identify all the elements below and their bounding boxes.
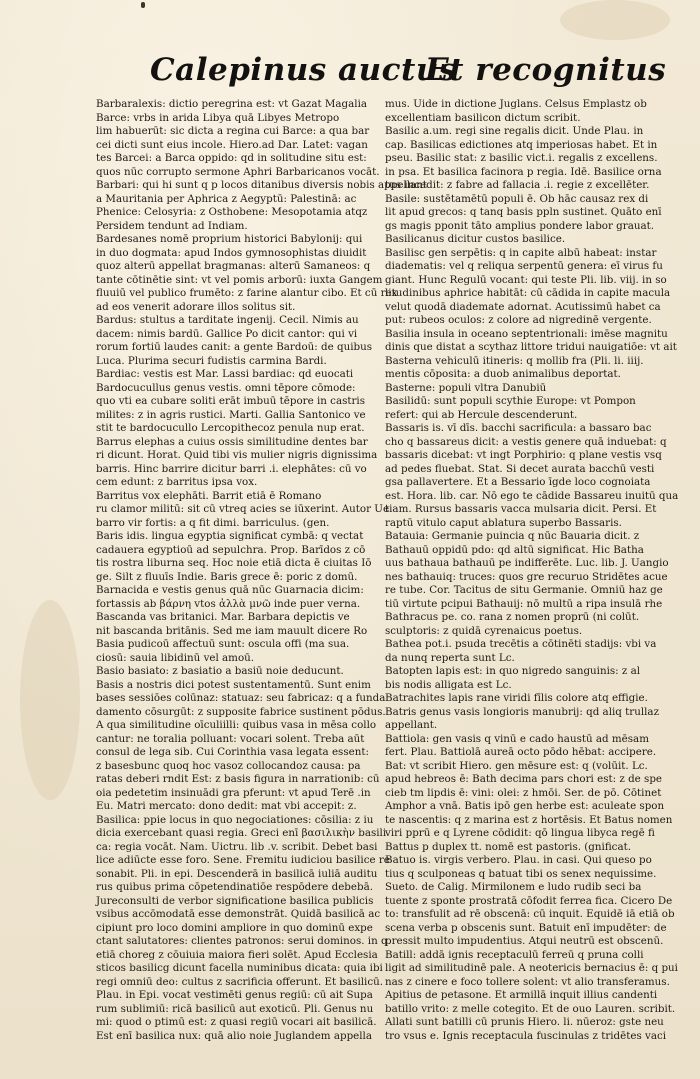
text-line: velut quodā diademate adornat. Acutissimū habet ca — [385, 300, 661, 313]
text-line: ad eos venerit adorare illos solitus sit. — [96, 300, 296, 313]
text-line: cipiunt pro loco domini ampliore in quo dominū expe — [96, 921, 373, 934]
text-line: tes Barcei: a Barca oppido: qd in solitudine situ est: — [96, 152, 367, 164]
text-line: ca: regia vocāt. Nam. Uictru. lib .v. scribit. Debet basi — [96, 840, 378, 853]
text-line: Battiola: gen vasis q vinū e cado haustū ad mēsam — [385, 732, 649, 745]
text-line: Eu. Matri mercato: dono dedit: mat vbi accepit: z. — [96, 800, 357, 812]
text-line: re tube. Cor. Tacitus de situ Germanie. Omniū haz ge — [385, 584, 663, 596]
text-line: Sueto. de Calig. Mirmilonem e ludo rudib seci ba — [385, 881, 642, 893]
text-line: in duo dogmata: apud Indos gymnosophistas diuidit — [96, 246, 367, 259]
text-line: stit te bardocucullo Lercopithecoz penula nup erat. — [96, 422, 365, 434]
text-line: cem edunt: z barritus ipsa vox. — [96, 476, 258, 488]
text-line: tuente z sponte prostratā cōfodit ferrea fica. Cicero De — [385, 894, 673, 907]
text-line: da nunq reperta sunt Lc. — [385, 651, 515, 664]
text-line: apud hebreos ē: Bath decima pars chori est: z de spe — [385, 773, 663, 785]
text-line: Basilidū: sunt populi scythie Europe: vt Pompon — [385, 395, 636, 407]
text-line: Barritus vox elephāti. Barrit etiā ē Romano — [96, 489, 322, 502]
text-line: rum sublimiū: ricā basilicū aut exoticū. Pli. Genus nu — [96, 1002, 374, 1015]
text-line: tius q sculponeas q batuat tibi os senex nequissime. — [385, 867, 657, 880]
text-line: tus incedit: z fabre ad fallacia .i. regie z excellēter. — [385, 179, 650, 191]
text-line: dicia exercebant quasi regia. Greci enī βασιλικὴν basili — [96, 827, 387, 839]
text-line: rorum fortiū laudes canit: a gente Bardoū: de quibus — [96, 341, 373, 353]
text-line: Basilica: ppie locus in quo negociationes: cōsilia: z iu — [96, 813, 374, 826]
text-line: te nascentis: q z marina est z hortēsis. Et Batus nomen — [385, 813, 673, 826]
paper-stain — [20, 600, 80, 800]
text-line: consul de lega sib. Cui Corinthia vasa legata essent: — [96, 746, 369, 758]
text-line: dacem: nimis bardū. Gallice Po dicit cantor: qui vi — [96, 327, 358, 340]
text-line: Bathracus pe. co. rana z nomen proprū (ni colūt. — [385, 611, 640, 623]
text-line: lim habuerūt: sic dicta a regina cui Barce: a qua bar — [96, 125, 370, 137]
text-line: fortassis ab βάρνη vtos ἀλλὰ μνῶ inde puer verna. — [96, 597, 361, 610]
text-line: tiam. Rursus bassaris vacca mulsaria dicit. Persi. Et — [385, 503, 657, 515]
text-line: Jureconsulti de verbor significatione basilica publicis — [96, 894, 374, 907]
text-line: refert: qui ab Hercule descenderunt. — [385, 408, 578, 421]
text-line: lit apud grecos: q tanq basis ppln sustinet. Quāto enī — [385, 206, 662, 218]
text-line: ligit ad similitudinē pale. A neotericis bernacius ē: q pui — [385, 962, 678, 974]
text-line: Baris idis. lingua egyptia significat cymbā: q vectat — [96, 530, 364, 542]
text-line: Basilisc gen serpētis: q in capite albū habeat: instar — [385, 246, 657, 259]
text-line: raptū vitulo caput ablatura superbo Bassaris. — [385, 516, 622, 529]
text-line: Basilia insula in oceano septentrionali: imēse magnitu — [385, 327, 668, 340]
text-line: nes bathauiq: truces: quos gre recuruo Stridētes acue — [385, 570, 668, 583]
text-line: tro vsus e. Ignis receptacula fuscinulas z tridētes vaci — [385, 1029, 667, 1042]
text-line: tis rostra liburna seq. Hoc noie etiā dicta ē ciuitas Iō — [96, 557, 372, 569]
text-line: cieb tm lipdis ē: vini: olei: z hmōi. Ser. de pō. Cōtinet — [385, 786, 662, 799]
text-line: Barce: vrbs in arida Libya quā Libyes Metropo — [96, 111, 340, 124]
text-line: cap. Basilicas edictiones atq imperiosas habet. Et in — [385, 138, 658, 151]
text-line: quos nūc corrupto sermone Aphri Barbaricanos vocāt. — [96, 165, 380, 178]
text-line: Basterna vehiculū itineris: q mollib fra (Pli. li. iiij. — [385, 354, 644, 367]
text-line: cei dicti sunt eius incole. Hiero.ad Dar. Latet: vagan — [96, 138, 368, 151]
text-line: Batuo is. virgis verbero. Plau. in casi. Qui queso po — [385, 854, 652, 866]
text-line: damento cōsurgūt: z supposite fabrice sustinent pōdus. — [96, 705, 386, 718]
text-line: Batill: addā ignis receptaculū ferreū q pruna colli — [385, 948, 644, 961]
left-text-column — [96, 98, 427, 1043]
text-line: Bathauū oppidū pdo: qd altū significat. Hic Batha — [385, 543, 644, 556]
text-line: Barbaralexis: dictio peregrina est: vt Gazat Magalia — [96, 98, 368, 110]
text-line: oia pedetetim insinuādi gra pferunt: vt apud Terē .in — [96, 786, 371, 799]
text-line: Barnacida e vestis genus quā nūc Guarnacia dicim: — [96, 584, 364, 596]
text-line: to: transfulit ad rē obscenā: cū inquit. Equidē iā etiā ob — [385, 908, 675, 920]
text-line: sculptoris: z quidā cyrenaicus poetus. — [385, 624, 583, 637]
text-line: uus bathaua bathauū pe indifferēte. Luc. lib. J. Uangio — [385, 557, 669, 569]
text-line: Basis a nostris dici potest sustentamentū. Sunt enim — [96, 678, 371, 691]
text-line: sticos basilicg dicunt facella numinibus dicata: quia ibi — [96, 962, 383, 974]
text-line: tiū virtute pcipui Bathauij: nō multū a ripa insulā rhe — [385, 597, 663, 610]
text-line: nit bascanda britānis. Sed me iam mauult dicere Ro — [96, 624, 368, 637]
text-line: Batris genus vasis longioris manubrij: qd aliq trullaz — [385, 705, 659, 718]
text-line: Bardesanes nomē proprium historici Babylonij: qui — [96, 233, 363, 245]
text-line: regi omniū deo: cultus z sacrificia offerunt. Et basilicū. — [96, 975, 384, 988]
text-line: Battus p duplex tt. nomē est pastoris. (gnificat. — [385, 840, 632, 853]
text-line: mi: quod o ptimū est: z quasi regiū vocari ait basilicā. — [96, 1016, 377, 1028]
running-header — [110, 52, 667, 102]
text-line: Basio basiato: z basiatio a basiū noie deducunt. — [96, 665, 344, 677]
text-line: mus. Uide in dictione Juglans. Celsus Emplastz ob — [385, 98, 647, 110]
text-line: pseu. Basilic stat: z basilic vict.i. regalis z excellens. — [385, 152, 658, 164]
header-left-title: Calepinus auctus — [150, 52, 457, 88]
text-line: Allati sunt batilli cū prunis Hiero. li. nūeroz: gste neu — [385, 1016, 664, 1028]
text-line: a Mauritania per Aphrica z Aegyptū: Palestinā: ac — [96, 192, 357, 205]
text-line: excellentiam basilicon dictum scribit. — [385, 111, 581, 124]
text-line: cho q bassareus dicit: a vestis genere quā induebat: q — [385, 435, 667, 448]
text-line: gs magis pponit tāto amplius pondere labor grauat. — [385, 219, 655, 232]
text-line: z basesbunc quoq hoc vasoz collocandoz causa: pa — [96, 759, 361, 772]
text-line: bases sessiōes colūnaz: statuaz: seu fabricaz: q a funda — [96, 692, 386, 704]
text-line: quoz alterū appellat bragmanas: alterū Samaneos: q — [96, 260, 371, 272]
text-line: ri dicunt. Horat. Quid tibi vis mulier nigris dignissima — [96, 449, 378, 461]
text-line: ratas deberi rndit Est: z basis figura in narrationib: cū — [96, 773, 380, 785]
text-line: gsa pallavertere. Et a Bessario īgde loco cognoiata — [385, 476, 651, 488]
text-line: Batopten lapis est: in quo nigredo sanguinis: z al — [385, 665, 641, 677]
text-line: ru clamor militū: sit cū vtreq acies se iūxerint. Autor Ue — [96, 503, 390, 515]
text-line: bis nodis alligata est Lc. — [385, 678, 512, 691]
text-line: barris. Hinc barrire dicitur barri .i. elephātes: cū vo — [96, 462, 367, 475]
text-line: Plau. in Epi. vocat vestimēti genus regiū: cū ait Supa — [96, 989, 373, 1001]
text-line: ciosū: sauia libidinū vel amoū. — [96, 651, 255, 664]
ink-mark — [141, 2, 145, 8]
text-line: ad pedes fluebat. Stat. Si decet aurata bacchū vesti — [385, 462, 655, 475]
text-line: scena verba p obscenis sunt. Batuit enī impudēter: de — [385, 921, 667, 934]
header-right-title: Et recognitus — [425, 52, 667, 88]
text-line: lice adiūcte esse foro. Sene. Fremitu iudiciou basilice re — [96, 854, 390, 866]
text-line: Amphor a vnā. Batis ipō gen herbe est: aculeate spon — [385, 800, 665, 812]
text-line: in psa. Et basilica facinora p regia. Idē. Basilice orna — [385, 165, 662, 178]
text-line: viri pprū e q Lyrene cōdidit: qō lingua libyca regē fi — [385, 827, 655, 839]
text-line: Bardiac: vestis est Mar. Lassi bardiac: qd euocati — [96, 368, 354, 380]
text-line: Basia pudicoū affectuū sunt: oscula offi (ma sua. — [96, 638, 350, 650]
text-line: Basilic a.um. regi sine regalis dicit. Unde Plau. in — [385, 125, 644, 137]
text-line: Barbari: qui hi sunt q p locos ditanibus diversis nobis appellant — [96, 179, 427, 191]
text-line: bassaris dicebat: vt ingt Porphirio: q plane vestis vsq — [385, 449, 662, 461]
text-line: cantur: ne toralia polluant: vocari solent. Treba aūt — [96, 732, 365, 745]
text-line: ge. Silt z fluuīs Indie. Baris grece ē: poric z domū. — [96, 570, 358, 583]
text-line: Batrachites lapis rane viridi fīlis colore atq effigie. — [385, 692, 648, 704]
text-line: appellant. — [385, 719, 438, 731]
text-line: tante cōtinētie sint: vt vel pomis arborū: iuxta Gangem — [96, 273, 383, 286]
text-line: Bascanda vas britanici. Mar. Barbara depictis ve — [96, 611, 350, 623]
text-line: milites: z in agris rustici. Marti. Gallia Santonico ve — [96, 408, 366, 421]
text-line: Apitius de petasone. Et armillā inquit illius candenti — [385, 989, 658, 1001]
text-line: quo vti ea cubare soliti erāt imbuū tēpore in castris — [96, 395, 366, 407]
text-line: litudinibus aphrice habitāt: cū cādida in capite macula — [385, 287, 671, 299]
text-line: batillo vrito: z melle cotegito. Et de ouo Lauren. scribit. — [385, 1002, 676, 1015]
text-line: Bardus: stultus a tarditate ingenij. Cecil. Nimis au — [96, 314, 359, 326]
text-line: ctant salutatores: clientes patronos: serui dominos. in q — [96, 935, 388, 947]
text-line: Bardocucullus genus vestis. omni tēpore cōmode: — [96, 381, 356, 394]
text-line: Bassaris is. vī dīs. bacchi sacrificula: a bassaro bac — [385, 422, 652, 434]
text-line: etiā choreg z cōuiuia maiora fieri solēt. Apud Ecclesia — [96, 948, 378, 961]
text-line: est. Hora. lib. car. Nō ego te cādide Bassareu inuitū qua — [385, 489, 679, 502]
text-line: rus quibus prima cōpetendinatiōe respōdere debebā. — [96, 881, 373, 893]
text-line: Bat: vt scribit Hiero. gen mēsure est: q (volūit. Lc. — [385, 759, 648, 772]
text-line: vsibus accōmodatā esse demonstrāt. Quidā basilicā ac — [96, 908, 381, 920]
text-line: fluuiū vel publico frumēto: z farine alantur cibo. Et cū rex — [96, 287, 398, 299]
text-line: cadauera egyptioū ad sepulchra. Prop. Barīdos z cō — [96, 543, 366, 556]
text-line: Luca. Plurima securi fudistis carmina Bardi. — [96, 354, 327, 367]
text-line: Basterne: populi vltra Danubiū — [385, 381, 547, 394]
text-line: Est enī basilica nux: quā alio noie Juglandem appella — [96, 1029, 372, 1042]
text-line: fert. Plau. Battiolā aureā octo pōdo hēbat: accipere. — [385, 746, 657, 758]
text-line: Batauia: Germanie puincia q nūc Bauaria dicit. z — [385, 530, 640, 542]
text-line: Persidem tendunt ad Indiam. — [96, 219, 248, 232]
text-line: dinis que distat a scythaz littore tridui nauigatiōe: vt ait — [385, 341, 677, 353]
text-line: Barrus elephas a cuius ossis similitudine dentes bar — [96, 435, 368, 448]
text-line: mentis cōposita: a duob animalibus deportat. — [385, 368, 621, 380]
text-line: nas z cinere e foco tollere solent: vt alio transferamus. — [385, 975, 670, 988]
text-line: sonabit. Pli. in epi. Descenderā in basilicā iuliā auditu — [96, 867, 378, 880]
text-line: giant. Hunc Regulū vocant: qui teste Pli. lib. viij. in so — [385, 273, 667, 286]
text-line: Phenice: Celosyria: z Osthobene: Mesopotamia atqz — [96, 206, 368, 218]
text-line: Basile: sustētamētū populi ē. Ob hāc causaz rex di — [385, 192, 649, 205]
text-line: diadematis: vel q reliqua serpentū genera: eī virus fu — [385, 260, 663, 272]
text-line: pressit multo impudentius. Atqui neutrū est obscenū. — [385, 935, 664, 947]
text-line: A qua similitudine oīculiilli: quibus vasa in mēsa collo — [96, 719, 377, 731]
paper-stain — [560, 0, 670, 40]
text-line: barro vir fortis: a q fit dimi. barriculus. (gen. — [96, 516, 330, 529]
text-line: Bathea pot.i. psuda trecētis a cōtinēti stadijs: vbi va — [385, 638, 657, 650]
text-line: Basilicanus dicitur custos basilice. — [385, 233, 566, 245]
text-line: put: rubeos oculos: z colore ad nigredinē vergente. — [385, 314, 652, 326]
right-text-column — [385, 98, 679, 1043]
